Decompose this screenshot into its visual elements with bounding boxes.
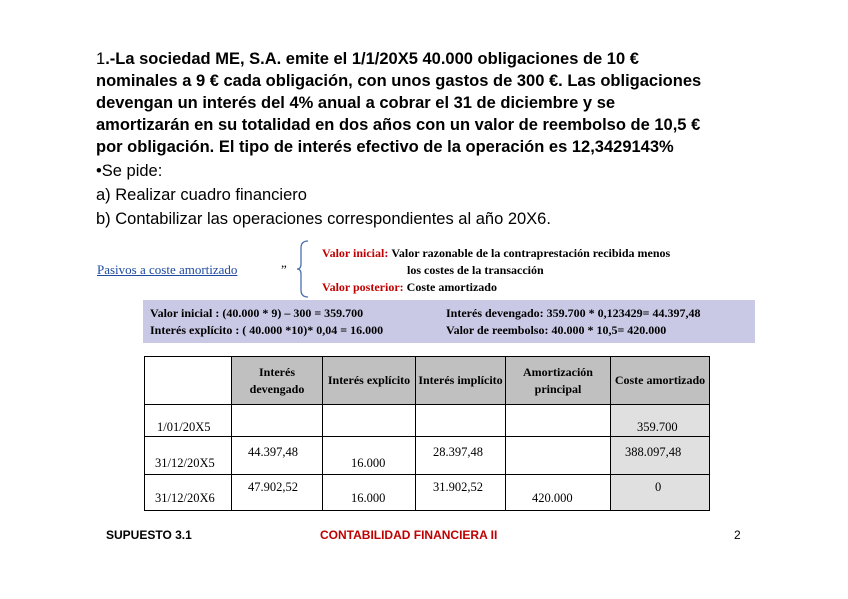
header-interes-devengado: Interés devengado <box>232 357 323 405</box>
calc-valor-reembolso: Valor de reembolso: 40.000 * 10,5= 420.000 <box>446 323 667 337</box>
problem-text-1: .-La sociedad ME, S.A. emite el 1/1/20X5 40.000 obligaciones de 10 € <box>105 50 639 68</box>
item-b: b) Contabilizar las operaciones correspondientes al año 20X6. <box>96 210 551 228</box>
valor-posterior-label: Valor posterior: <box>322 280 404 294</box>
problem-number: 1 <box>96 50 106 68</box>
problem-statement <box>96 48 736 230</box>
valor-inicial-text-1: Valor razonable de la contraprestación recibida menos <box>391 246 671 260</box>
table-row <box>145 405 710 437</box>
pasivos-link[interactable]: Pasivos a coste amortizado <box>97 262 238 277</box>
valor-posterior-definition <box>322 279 497 295</box>
cell-coste-amortizado: 359.700 <box>611 405 710 437</box>
problem-line-4: amortizarán en su totalidad en dos años con un valor de reembolso de 10,5 € <box>96 116 701 134</box>
table-row <box>145 475 710 511</box>
cell-interes-explicito: 16.000 <box>323 475 416 511</box>
table-header-corner <box>145 357 232 405</box>
item-a: a) Realizar cuadro financiero <box>96 186 307 204</box>
valor-posterior-text: Coste amortizado <box>406 280 497 294</box>
valor-inicial-text-2: los costes de la transacción <box>407 263 544 277</box>
problem-line-1 <box>96 48 736 70</box>
cell-interes-implicito: 28.397,48 <box>416 437 506 475</box>
footer-course-title: CONTABILIDAD FINANCIERA II <box>320 528 498 542</box>
cell-coste-amortizado: 0 <box>611 475 710 511</box>
cell-interes-explicito: 16.000 <box>323 437 416 475</box>
cell-amortizacion <box>506 437 611 475</box>
valor-inicial-label: Valor inicial: <box>322 246 389 260</box>
cell-interes-devengado: 47.902,52 <box>232 475 323 511</box>
header-coste-amortizado: Coste amortizado <box>611 357 710 405</box>
cell-interes-explicito <box>323 405 416 437</box>
calc-interes-explicito: Interés explícito : ( 40.000 *10)* 0,04 = 16.000 <box>150 323 384 337</box>
se-pide: •Se pide: <box>96 162 163 180</box>
financial-table <box>144 356 710 511</box>
cell-amortizacion: 420.000 <box>506 475 611 511</box>
valor-inicial-definition <box>322 245 670 261</box>
problem-line-5: por obligación. El tipo de interés efectivo de la operación es 12,3429143% <box>96 138 674 156</box>
row-date: 31/12/20X6 <box>145 475 232 511</box>
table-row <box>145 437 710 475</box>
calc-valor-inicial: Valor inicial : (40.000 * 9) – 300 = 359.700 <box>150 306 364 320</box>
row-date: 31/12/20X5 <box>145 437 232 475</box>
cell-coste-amortizado: 388.097,48 <box>611 437 710 475</box>
cell-amortizacion <box>506 405 611 437</box>
problem-line-3: devengan un interés del 4% anual a cobrar el 31 de diciembre y se <box>96 94 616 112</box>
calculation-box <box>143 300 755 343</box>
header-interes-explicito: Interés explícito <box>323 357 416 405</box>
header-amortizacion-principal: Amortización principal <box>506 357 611 405</box>
footer-supuesto: SUPUESTO 3.1 <box>106 528 192 542</box>
row-date: 1/01/20X5 <box>145 405 232 437</box>
valor-inicial-text-2-line <box>407 262 544 278</box>
calc-interes-devengado: Interés devengado: 359.700 * 0,123429= 44.397,48 <box>446 306 701 320</box>
closing-quote: ” <box>281 262 287 277</box>
cell-interes-devengado: 44.397,48 <box>232 437 323 475</box>
page-number: 2 <box>734 528 741 542</box>
table-header-row <box>145 357 710 405</box>
cell-interes-implicito <box>416 405 506 437</box>
brace-icon <box>296 240 310 298</box>
problem-line-2: nominales a 9 € cada obligación, con unos gastos de 300 €. Las obligaciones <box>96 72 702 90</box>
cell-interes-devengado <box>232 405 323 437</box>
header-interes-implicito: Interés implícito <box>416 357 506 405</box>
cell-interes-implicito: 31.902,52 <box>416 475 506 511</box>
